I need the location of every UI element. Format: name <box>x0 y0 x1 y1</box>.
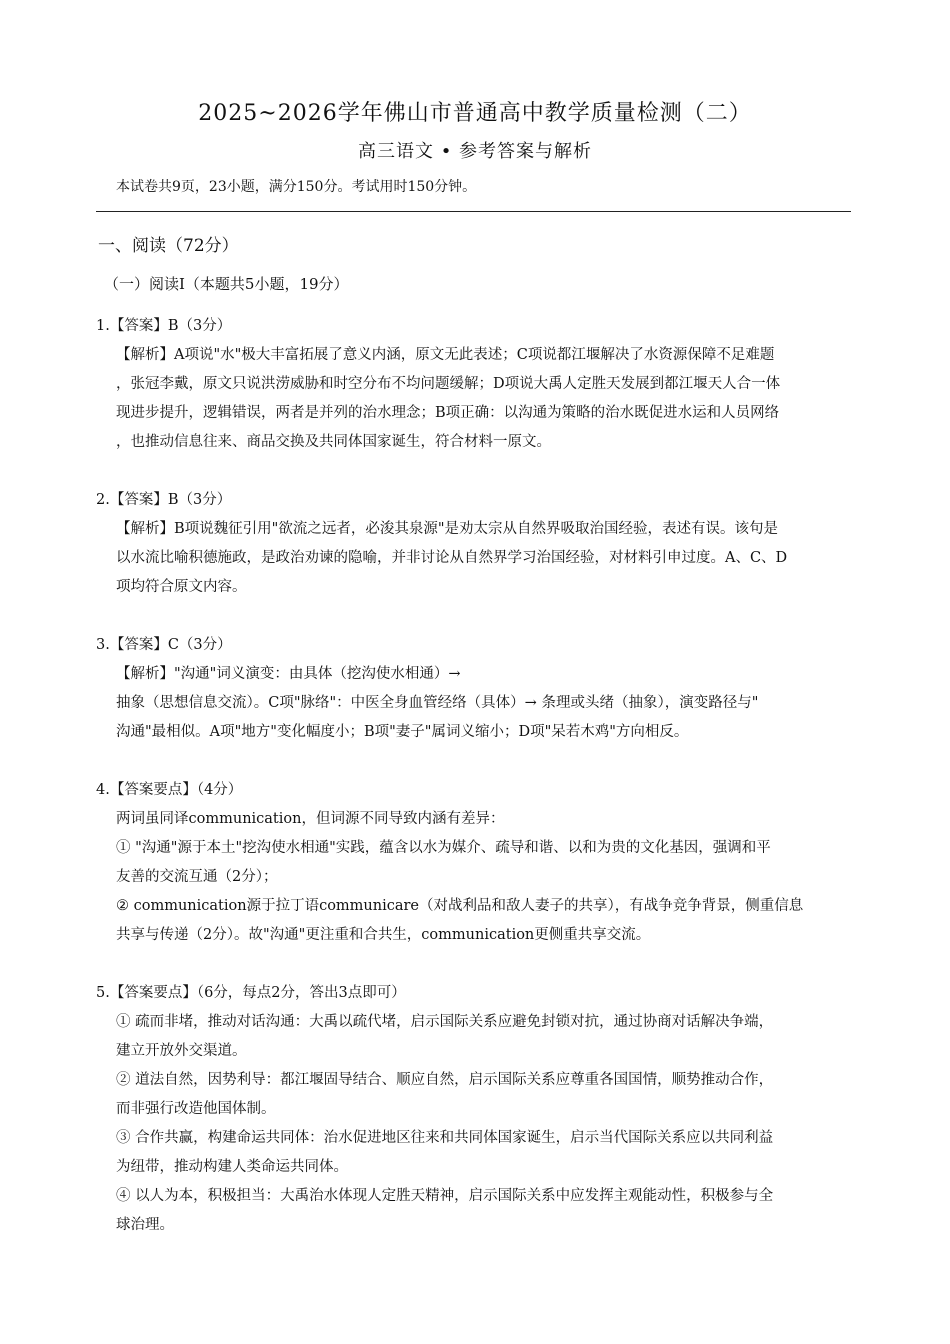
text-line: 项均符合原文内容。 <box>116 579 247 595</box>
question-1 <box>96 312 854 457</box>
text-line: ① "沟通"源于本土"挖沟使水相通"实践，蕴含以水为媒介、疏导和谐、以和为贵的文化基因，强调和平 <box>116 840 771 856</box>
text-line: ③ 合作共赢，构建命运共同体：治水促进地区往来和共同体国家诞生，启示当代国际关系应以共同利益 <box>116 1130 774 1146</box>
question-5-answer: 5.【答案要点】（6分，每点2分，答出3点即可） <box>96 985 406 1001</box>
text-line: 而非强行改造他国体制。 <box>116 1101 276 1117</box>
question-2 <box>96 486 854 602</box>
question-2-answer: 2.【答案】B（3分） <box>96 492 232 508</box>
text-line: ，张冠李戴，原文只说洪涝威胁和时空分布不均问题缓解；D项说大禹人定胜天发展到都江堰天人合一体 <box>116 376 781 392</box>
question-1-answer: 1.【答案】B（3分） <box>96 318 232 334</box>
document-subtitle: 高三语文 • 参考答案与解析 <box>357 141 593 162</box>
text-line: 沟通"最相似。A项"地方"变化幅度小；B项"妻子"属词义缩小；D项"呆若木鸡"方向相反。 <box>116 724 689 740</box>
text-line: ② communication源于拉丁语communicare（对战利品和敌人妻子的共享），有战争竞争背景，侧重信息 <box>116 898 804 914</box>
text-line: 【解析】"沟通"词义演变：由具体（挖沟使水相通）→ <box>116 666 461 682</box>
subsection-title: （一）阅读I（本题共5小题，19分） <box>104 275 349 293</box>
text-line: 建立开放外交渠道。 <box>116 1043 247 1059</box>
section-title: 一、阅读（72分） <box>98 236 239 256</box>
text-line: 以水流比喻积德施政，是政治劝谏的隐喻，并非讨论从自然界学习治国经验，对材料引申过度。A、C、D <box>116 550 788 566</box>
text-line: ④ 以人为本，积极担当：大禹治水体现人定胜天精神，启示国际关系中应发挥主观能动性，积极参与全 <box>116 1188 774 1204</box>
text-line: 共享与传递（2分）。故"沟通"更注重和合共生，communication更侧重共享交流。 <box>116 927 651 943</box>
question-4-answer: 4.【答案要点】（4分） <box>96 782 243 798</box>
question-2-explanation <box>116 515 854 602</box>
text-line: 为纽带，推动构建人类命运共同体。 <box>116 1159 348 1175</box>
question-3-answer: 3.【答案】C（3分） <box>96 637 232 653</box>
question-4 <box>96 776 854 950</box>
exam-info: 本试卷共9页，23小题，满分150分。考试用时150分钟。 <box>116 179 477 195</box>
text-line: ，也推动信息往来、商品交换及共同体国家诞生，符合材料一原文。 <box>116 434 551 450</box>
text-line: 两词虽同译communication，但词源不同导致内涵有差异： <box>116 811 505 827</box>
document-title: 2025~2026学年佛山市普通高中教学质量检测（二） <box>198 101 752 126</box>
text-line: 【解析】B项说魏征引用"欲流之远者，必浚其泉源"是劝太宗从自然界吸取治国经验，表述有误。该句是 <box>116 521 778 537</box>
text-line: ② 道法自然，因势利导：都江堰固导结合、顺应自然，启示国际关系应尊重各国国情，顺势推动合作， <box>116 1072 774 1088</box>
question-1-explanation <box>116 341 854 457</box>
text-line: 【解析】A项说"水"极大丰富拓展了意义内涵，原文无此表述；C项说都江堰解决了水资源保障不足难题 <box>116 347 775 363</box>
text-line: 现进步提升，逻辑错误，两者是并列的治水理念；B项正确：以沟通为策略的治水既促进水运和人员网络 <box>116 405 780 421</box>
question-3-explanation <box>116 660 854 747</box>
question-3 <box>96 631 854 747</box>
header-divider <box>96 211 851 212</box>
question-4-explanation <box>116 805 854 950</box>
question-5 <box>96 979 854 1240</box>
text-line: 抽象（思想信息交流）。C项"脉络"：中医全身血管经络（具体）→ 条理或头绪（抽象），演变路径与" <box>116 695 759 711</box>
text-line: 友善的交流互通（2分）； <box>116 869 278 885</box>
text-line: 球治理。 <box>116 1217 174 1233</box>
text-line: ① 疏而非堵，推动对话沟通：大禹以疏代堵，启示国际关系应避免封锁对抗，通过协商对话解决争端， <box>116 1014 774 1030</box>
question-5-explanation <box>116 1008 854 1240</box>
